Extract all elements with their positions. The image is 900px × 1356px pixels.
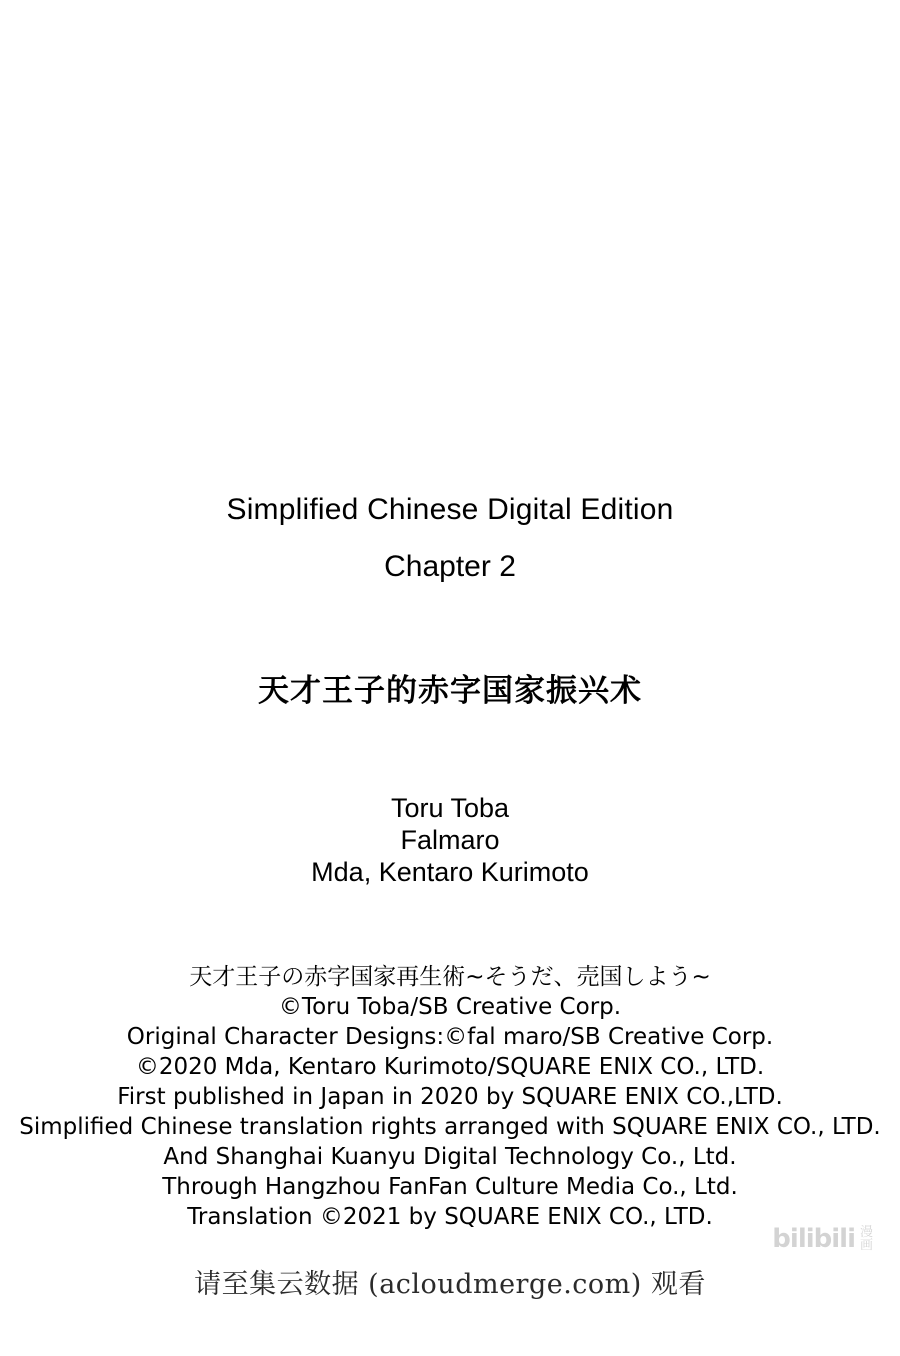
edition-block <box>0 486 900 591</box>
credit-character-designer: Falmaro <box>400 825 500 855</box>
copyright-line: 天才王子の赤字国家再生術~そうだ、売国しよう~ <box>189 964 711 990</box>
copyright-line: ©Toru Toba/SB Creative Corp. <box>278 994 622 1020</box>
copyright-line: ©2020 Mda, Kentaro Kurimoto/SQUARE ENIX CO., LTD. <box>135 1054 765 1080</box>
chapter-label: Chapter 2 <box>384 550 516 583</box>
copyright-block <box>0 962 900 1232</box>
credit-artists: Mda, Kentaro Kurimoto <box>311 857 589 887</box>
copyright-line: Translation ©2021 by SQUARE ENIX CO., LTD. <box>187 1204 713 1230</box>
copyright-line: Original Character Designs:©fal maro/SB Creative Corp. <box>126 1024 774 1050</box>
title-block <box>0 671 900 711</box>
edition-label: Simplified Chinese Digital Edition <box>226 493 674 526</box>
credit-author: Toru Toba <box>390 793 510 823</box>
series-title: 天才王子的赤字国家振兴术 <box>258 673 642 708</box>
credits-block <box>0 792 900 888</box>
copyright-line: Through Hangzhou FanFan Culture Media Co., Ltd. <box>162 1174 738 1200</box>
bilibili-manga-label: 漫画 <box>860 1225 874 1253</box>
copyright-line: First published in Japan in 2020 by SQUARE ENIX CO.,LTD. <box>117 1084 783 1110</box>
site-notice-watermark: 请至集云数据 (acloudmerge.com) 观看 <box>194 1269 706 1300</box>
bilibili-wordmark: bilibili <box>772 1224 855 1254</box>
copyright-line: Simplified Chinese translation rights arranged with SQUARE ENIX CO., LTD. <box>19 1114 881 1140</box>
copyright-line: And Shanghai Kuanyu Digital Technology Co., Ltd. <box>163 1144 737 1170</box>
